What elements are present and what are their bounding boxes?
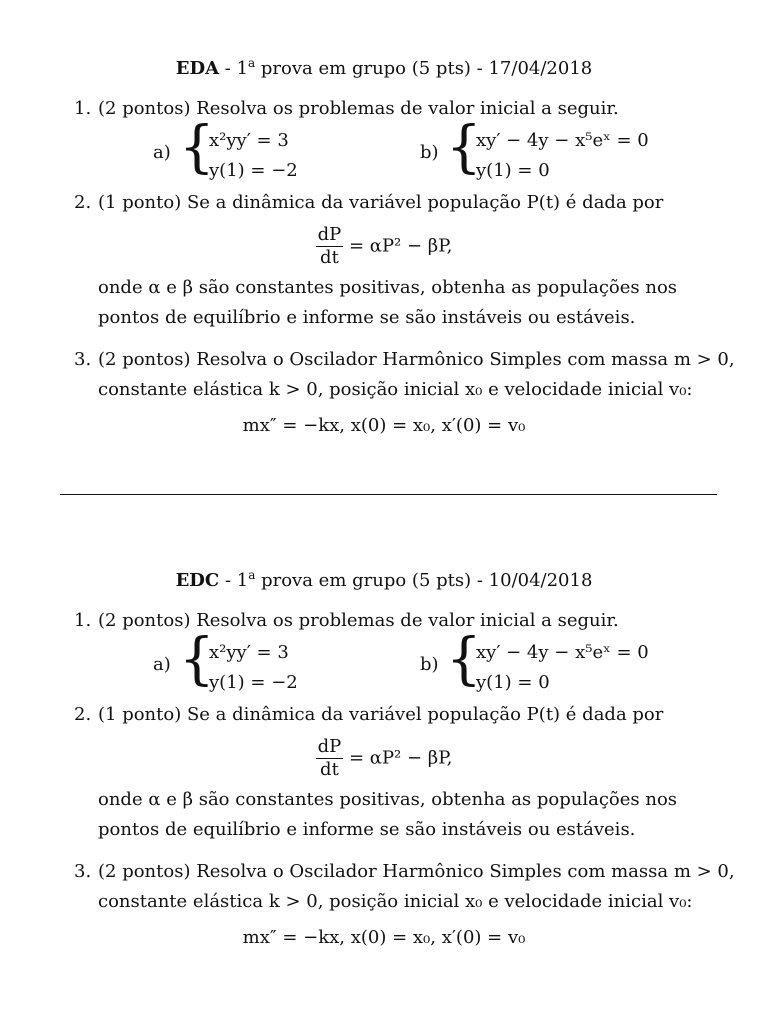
ivp-label: b): [420, 142, 439, 163]
title-sup: a: [248, 56, 256, 70]
question-text: (2 pontos) Resolva o Oscilador Harmônico Simples com massa m > 0, constante elástica k > 0, posição inicial x₀ e velocidade inicial v₀:: [98, 861, 735, 912]
question-1: [0, 94, 738, 124]
differential-equation: [0, 224, 768, 269]
ivp-equations: [476, 126, 649, 186]
question-text-continued: onde α e β são constantes positivas, obtenha as populações nos pontos de equilíbrio e informe se são instáveis ou estáveis.: [98, 277, 678, 328]
ivp-label: b): [420, 654, 439, 675]
course-name: EDA: [175, 58, 220, 79]
question-1: [0, 606, 738, 636]
question-number: 2.: [74, 704, 92, 725]
exam-title: [0, 562, 768, 594]
differential-equation: [0, 736, 768, 781]
exam-title: [0, 50, 768, 82]
ivp-row: [0, 115, 768, 186]
exam-eda: [0, 50, 768, 441]
question-number: 3.: [74, 861, 92, 882]
question-number: 1.: [74, 98, 92, 119]
left-brace-icon: {: [446, 115, 482, 180]
question-number: 1.: [74, 610, 92, 631]
course-name: EDC: [175, 570, 220, 591]
fraction: [316, 736, 344, 781]
ivp-equation-1: xy′ − 4y − x⁵eˣ = 0: [476, 642, 649, 663]
ivp-equations: [209, 126, 298, 186]
equation-rhs: = αP² − βP,: [348, 747, 453, 769]
question-3: [0, 345, 738, 441]
left-brace-icon: {: [446, 627, 482, 692]
equation-rhs: = αP² − βP,: [348, 235, 453, 257]
question-text-continued: onde α e β são constantes positivas, obtenha as populações nos pontos de equilíbrio e informe se são instáveis ou estáveis.: [98, 789, 678, 840]
title-sup: a: [248, 568, 256, 582]
ivp-equation-1: x²yy′ = 3: [209, 642, 289, 663]
ivp-equation-2: y(1) = −2: [209, 672, 298, 693]
oscillator-equation: mx″ = −kx, x(0) = x₀, x′(0) = v₀: [242, 415, 526, 436]
title-rest: prova em grupo (5 pts) - 10/04/2018: [255, 570, 593, 591]
ivp-equations: [209, 638, 298, 698]
fraction: [316, 224, 344, 269]
numerator: dP: [317, 736, 342, 757]
ivp-equation-2: y(1) = −2: [209, 160, 298, 181]
exam-edc: [0, 562, 768, 953]
question-number: 2.: [74, 192, 92, 213]
question-number: 3.: [74, 349, 92, 370]
question-text: (2 pontos) Resolva os problemas de valor inicial a seguir.: [98, 98, 619, 119]
denominator: dt: [320, 759, 339, 780]
numerator: dP: [317, 224, 342, 245]
ivp-equation-2: y(1) = 0: [476, 160, 550, 181]
question-text: (1 ponto) Se a dinâmica da variável população P(t) é dada por: [98, 704, 664, 725]
ivp-row: [0, 627, 768, 698]
title-rest: prova em grupo (5 pts) - 17/04/2018: [255, 58, 593, 79]
divider-line: [60, 494, 717, 495]
question-text: (2 pontos) Resolva os problemas de valor inicial a seguir.: [98, 610, 619, 631]
ivp-label: a): [153, 142, 171, 163]
ivp-label: a): [153, 654, 171, 675]
question-2: [0, 188, 738, 333]
question-text: (2 pontos) Resolva o Oscilador Harmônico Simples com massa m > 0, constante elástica k > 0, posição inicial x₀ e velocidade inicial v₀:: [98, 349, 735, 400]
oscillator-equation: mx″ = −kx, x(0) = x₀, x′(0) = v₀: [242, 927, 526, 948]
ivp-equations: [476, 638, 649, 698]
denominator: dt: [320, 247, 339, 268]
title-middle: - 1: [219, 570, 249, 591]
question-text: (1 ponto) Se a dinâmica da variável população P(t) é dada por: [98, 192, 664, 213]
question-3: [0, 857, 738, 953]
ivp-equation-2: y(1) = 0: [476, 672, 550, 693]
left-brace-icon: {: [179, 627, 215, 692]
title-middle: - 1: [219, 58, 249, 79]
left-brace-icon: {: [179, 115, 215, 180]
ivp-equation-1: x²yy′ = 3: [209, 130, 289, 151]
ivp-equation-1: xy′ − 4y − x⁵eˣ = 0: [476, 130, 649, 151]
question-2: [0, 700, 738, 845]
